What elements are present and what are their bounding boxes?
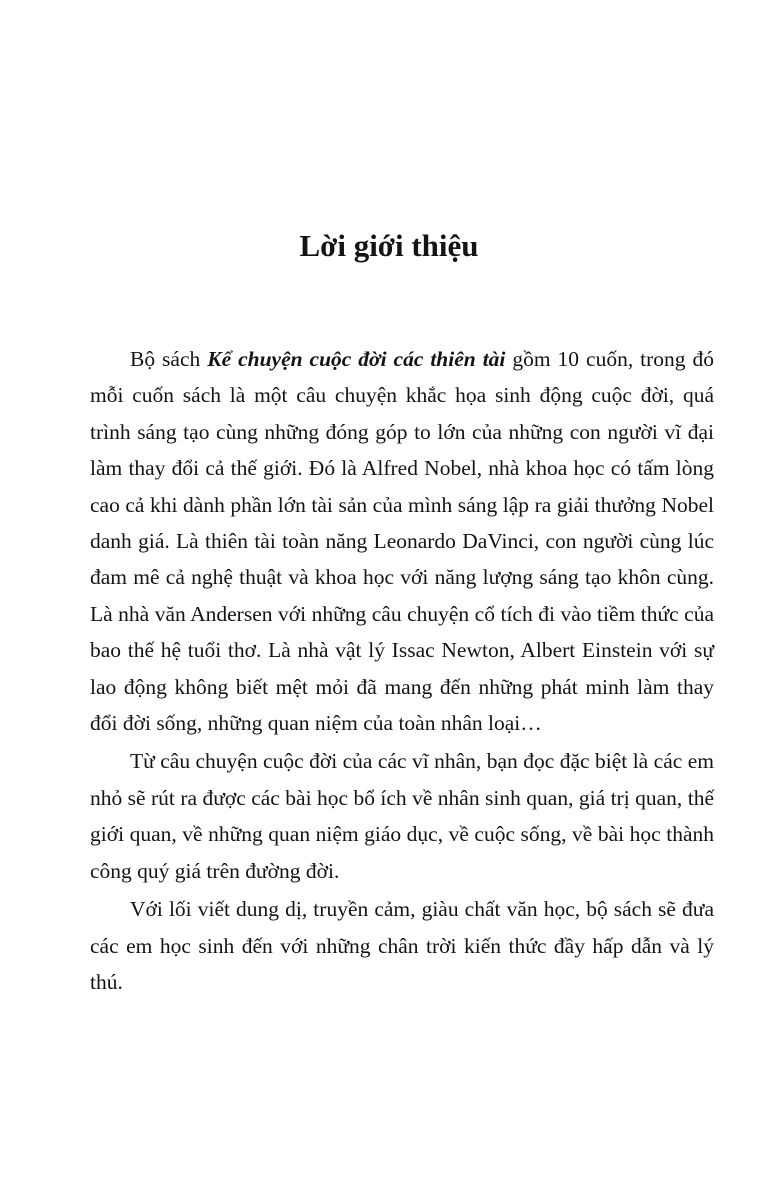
paragraph-1-lead: Bộ sách: [130, 347, 208, 371]
book-series-title: Kể chuyện cuộc đời các thiên tài: [207, 347, 506, 371]
page-title: Lời giới thiệu: [299, 228, 479, 263]
paragraph-3: Với lối viết dung dị, truyền cảm, giàu chất văn học, bộ sách sẽ đưa các em học sinh đến với những chân trời kiến thức đầy hấp dẫn và lý thú.: [90, 897, 714, 994]
introduction-body: [90, 341, 714, 1000]
paragraph-1-rest: gồm 10 cuốn, trong đó mỗi cuốn sách là một câu chuyện khắc họa sinh động cuộc đời, quá trình sáng tạo cùng những đóng góp to lớn của những con người vĩ đại làm thay đổi cả thế giới. Đó là Alfred Nobel, nhà khoa học có tấm lòng cao cả khi dành phần lớn tài sản của mình sáng lập ra giải thưởng Nobel danh giá. Là thiên tài toàn năng Leonardo DaVinci, con người cùng lúc đam mê cả nghệ thuật và khoa học với năng lượng sáng tạo khôn cùng. Là nhà văn Andersen với những câu chuyện cổ tích đi vào tiềm thức của bao thế hệ tuổi thơ. Là nhà vật lý Issac Newton, Albert Einstein với sự lao động không biết mệt mỏi đã mang đến những phát minh làm thay đổi đời sống, những quan niệm của toàn nhân loại…: [90, 347, 715, 736]
paragraph-2: Từ câu chuyện cuộc đời của các vĩ nhân, bạn đọc đặc biệt là các em nhỏ sẽ rút ra được các bài học bổ ích về nhân sinh quan, giá trị quan, thế giới quan, về những quan niệm giáo dục, về cuộc sống, về bài học thành công quý giá trên đường đời.: [90, 749, 714, 883]
paragraph-1: [90, 341, 714, 741]
